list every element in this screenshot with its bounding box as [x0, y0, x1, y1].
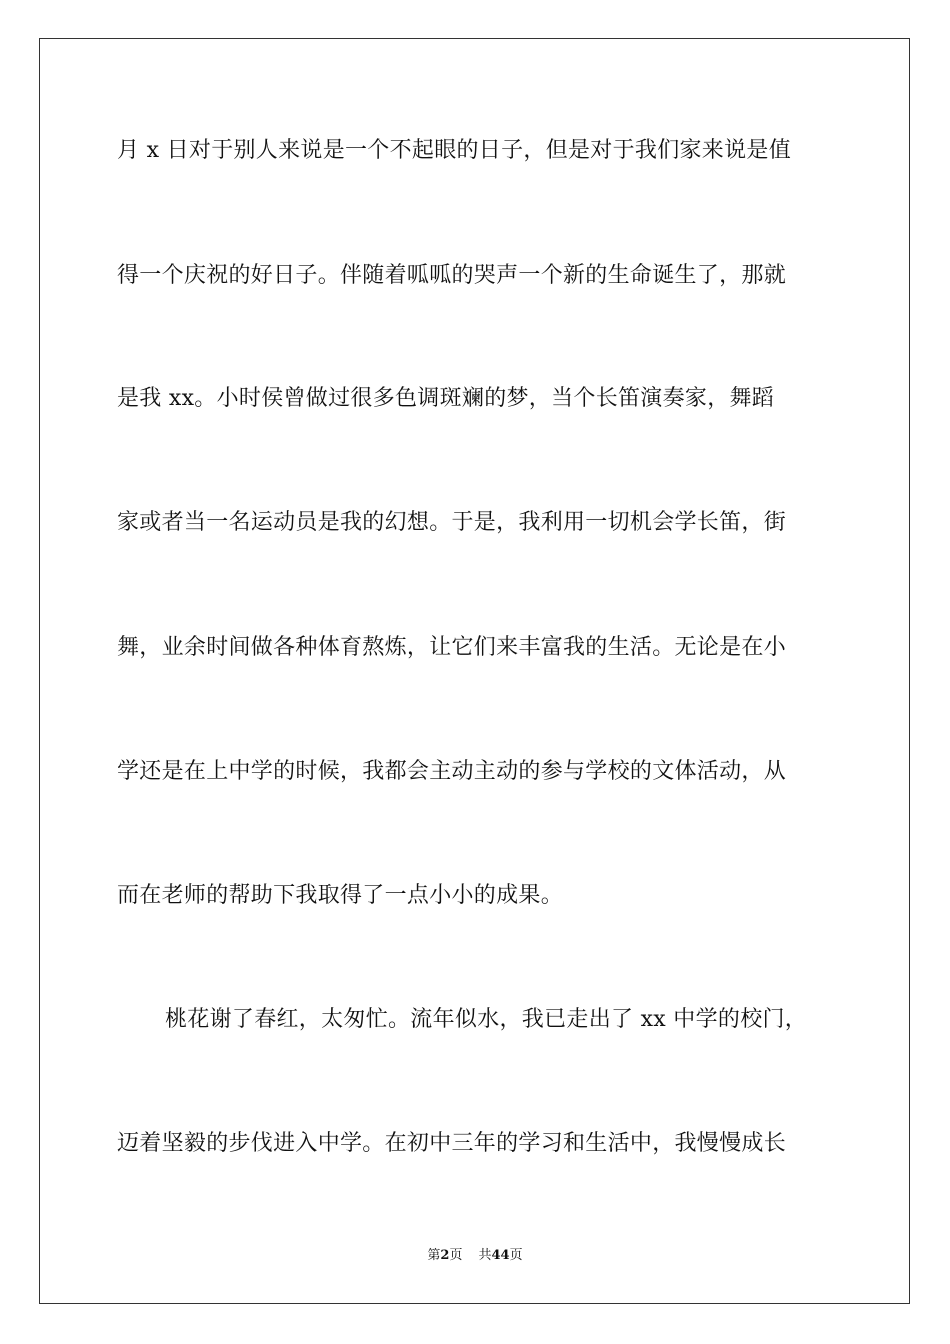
page-suffix: 页: [449, 1248, 463, 1263]
page-prefix: 第: [427, 1248, 441, 1263]
total-pages: 44: [491, 1248, 510, 1263]
total-prefix: 共: [478, 1248, 492, 1263]
text-line: 迈着坚毅的步伐进入中学。在初中三年的学习和生活中，我慢慢成长: [117, 1131, 787, 1156]
paragraph-first-line: 桃花谢了春红，太匆忙。流年似水，我已走出了 xx 中学的校门，: [165, 1007, 808, 1032]
page-border: [39, 38, 910, 1304]
text-line: 而在老师的帮助下我取得了一点小小的成果。: [117, 883, 564, 908]
page-number: 2: [440, 1248, 450, 1263]
text-line: 得一个庆祝的好日子。伴随着呱呱的哭声一个新的生命诞生了，那就: [117, 263, 787, 288]
text-line: 学还是在上中学的时候，我都会主动主动的参与学校的文体活动，从: [117, 759, 787, 784]
total-suffix: 页: [509, 1248, 523, 1263]
text-line: 是我 xx。小时侯曾做过很多色调斑斓的梦，当个长笛演奏家，舞蹈: [117, 386, 775, 411]
page-footer: [0, 1247, 950, 1265]
text-line: 家或者当一名运动员是我的幻想。于是，我利用一切机会学长笛，街: [117, 510, 787, 535]
text-line: 月 x 日对于别人来说是一个不起眼的日子，但是对于我们家来说是值: [117, 138, 791, 163]
text-line: 舞，业余时间做各种体育熬炼，让它们来丰富我的生活。无论是在小: [117, 635, 787, 660]
